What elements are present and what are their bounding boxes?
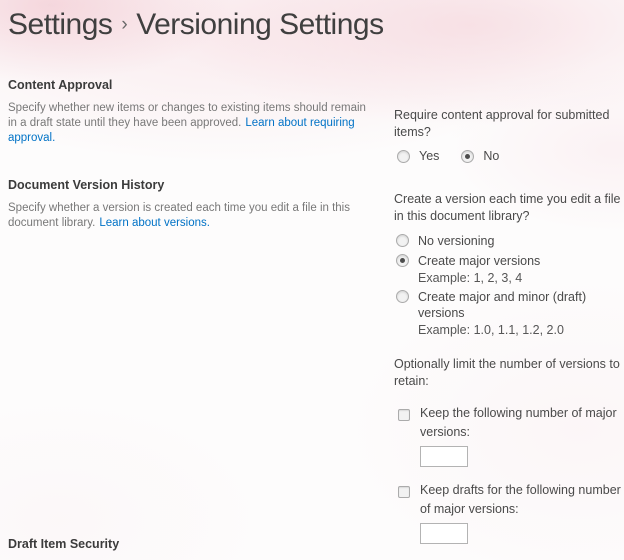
- radio-option-no-versioning[interactable]: [396, 233, 623, 249]
- limit-versions-label: Optionally limit the number of versions to retain:: [394, 357, 620, 388]
- radio-label-no-versioning: No versioning: [418, 234, 495, 248]
- radio-option-yes[interactable]: [397, 148, 439, 164]
- radio-icon-major-versions[interactable]: [396, 254, 409, 267]
- versioning-option-major: [396, 253, 623, 285]
- keep-major-versions-checkbox[interactable]: [398, 409, 410, 421]
- keep-drafts-checkbox[interactable]: [398, 486, 410, 498]
- learn-about-requiring-approval-link[interactable]: Learn about requiring approval.: [8, 117, 355, 144]
- versioning-question: Create a version each time you edit a file in this document library?: [394, 192, 621, 223]
- keep-major-versions-group: [394, 404, 623, 467]
- version-history-heading: Document Version History: [8, 178, 165, 192]
- radio-icon-major-minor-versions[interactable]: [396, 290, 409, 303]
- major-minor-versions-example: Example: 1.0, 1.1, 1.2, 2.0: [418, 323, 564, 337]
- version-history-description: [8, 201, 372, 231]
- draft-item-security-section: [8, 537, 372, 551]
- version-history-section: [8, 178, 372, 231]
- learn-about-versions-link[interactable]: Learn about versions.: [99, 217, 210, 229]
- major-versions-example: Example: 1, 2, 3, 4: [418, 271, 523, 285]
- content-approval-description-text: Specify whether new items or changes to existing items should remain in a draft state until they have been approved.: [8, 102, 366, 129]
- keep-major-versions-label: Keep the following number of major versions:: [420, 406, 617, 439]
- version-history-controls: [394, 191, 623, 544]
- keep-drafts-label: Keep drafts for the following number of major versions:: [420, 483, 621, 516]
- content-approval-question: Require content approval for submitted items?: [394, 108, 610, 139]
- version-history-description-text: Specify whether a version is created each time you edit a file in this document library.: [8, 202, 350, 229]
- radio-icon-yes[interactable]: [397, 150, 410, 163]
- radio-icon-no-versioning[interactable]: [396, 234, 409, 247]
- radio-option-major-minor-versions[interactable]: [396, 289, 623, 321]
- radio-label-major-versions: Create major versions: [418, 254, 541, 268]
- radio-option-no[interactable]: [461, 148, 499, 164]
- breadcrumb-settings: Settings: [8, 8, 113, 41]
- radio-option-major-versions[interactable]: [396, 253, 623, 269]
- content-approval-heading: Content Approval: [8, 78, 113, 92]
- keep-drafts-group: [394, 481, 623, 544]
- versioning-radio-group: [396, 233, 623, 337]
- content-approval-controls: [394, 107, 622, 164]
- radio-icon-no[interactable]: [461, 150, 474, 163]
- major-versions-count-input[interactable]: [420, 446, 468, 467]
- drafts-count-input[interactable]: [420, 523, 468, 544]
- versioning-option-major-minor: [396, 289, 623, 337]
- page-title: [8, 8, 384, 42]
- breadcrumb-separator-icon: ›: [121, 14, 128, 35]
- keep-major-versions-option[interactable]: [398, 404, 623, 442]
- radio-label-no: No: [483, 149, 500, 163]
- versioning-option-none: [396, 233, 623, 249]
- draft-item-security-heading: Draft Item Security: [8, 537, 120, 551]
- content-approval-description: [8, 101, 372, 146]
- content-approval-section: [8, 78, 372, 146]
- radio-label-yes: Yes: [419, 149, 440, 163]
- content-approval-radio-group: [397, 148, 622, 164]
- keep-drafts-option[interactable]: [398, 481, 623, 519]
- radio-label-major-minor-versions: Create major and minor (draft) versions: [418, 290, 587, 320]
- breadcrumb-current: Versioning Settings: [136, 8, 384, 41]
